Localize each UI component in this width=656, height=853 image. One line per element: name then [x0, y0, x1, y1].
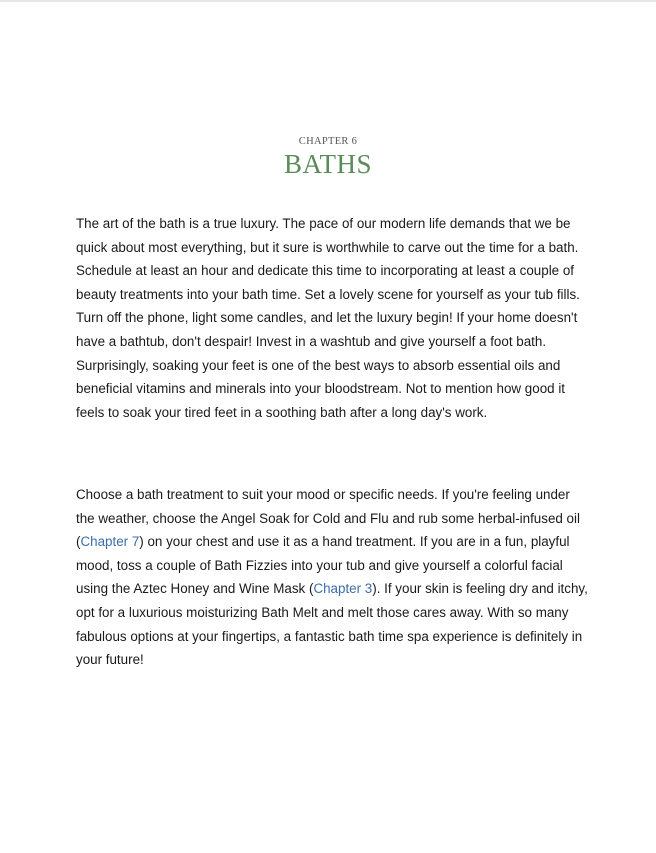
top-border: [0, 0, 656, 2]
paragraph-1: The art of the bath is a true luxury. The pace of our modern life demands that we be quick about most everything, but it sure is worthwhile to carve out the time for a bath. Schedule at least an hour and dedicate this time to incorporating at least a couple of beauty treatments into your bath time. Set a lovely scene for yourself as your tub fills. Turn off the phone, light some candles, and let the luxury begin! If your home doesn't have a bathtub, don't despair! Invest in a washtub and give yourself a foot bath. Surprisingly, soaking your feet is one of the best ways to absorb essential oils and beneficial vitamins and minerals into your bloodstream. Not to mention how good it feels to soak your tired feet in a soothing bath after a long day's work.: [76, 216, 580, 420]
paragraph-2: [76, 483, 592, 672]
chapter-7-link[interactable]: Chapter 7: [80, 534, 140, 550]
paragraph-2-text-part-2: ) on your chest and use it as a hand treatment. If you are in a fun, playful mood, toss a couple of Bath Fizzies into your tub and give yourself a colorful facial using the Aztec Honey and Wine Mask (: [76, 534, 570, 597]
chapter-number: CHAPTER 6: [298, 136, 358, 147]
chapter-title: BATHS: [283, 149, 373, 179]
paragraph-2-text-part-1: Choose a bath treatment to suit your mood or specific needs. If you're feeling under the weather, choose the Angel Soak for Cold and Flu and rub some herbal-infused oil (: [76, 487, 580, 550]
paragraph-2-text-part-3: ). If your skin is feeling dry and itchy, opt for a luxurious moisturizing Bath Melt and melt those cares away. With so many fabulous options at your fingertips, a fantastic bath time spa experience is definitely in your future!: [76, 581, 588, 668]
chapter-3-link[interactable]: Chapter 3: [313, 581, 373, 597]
